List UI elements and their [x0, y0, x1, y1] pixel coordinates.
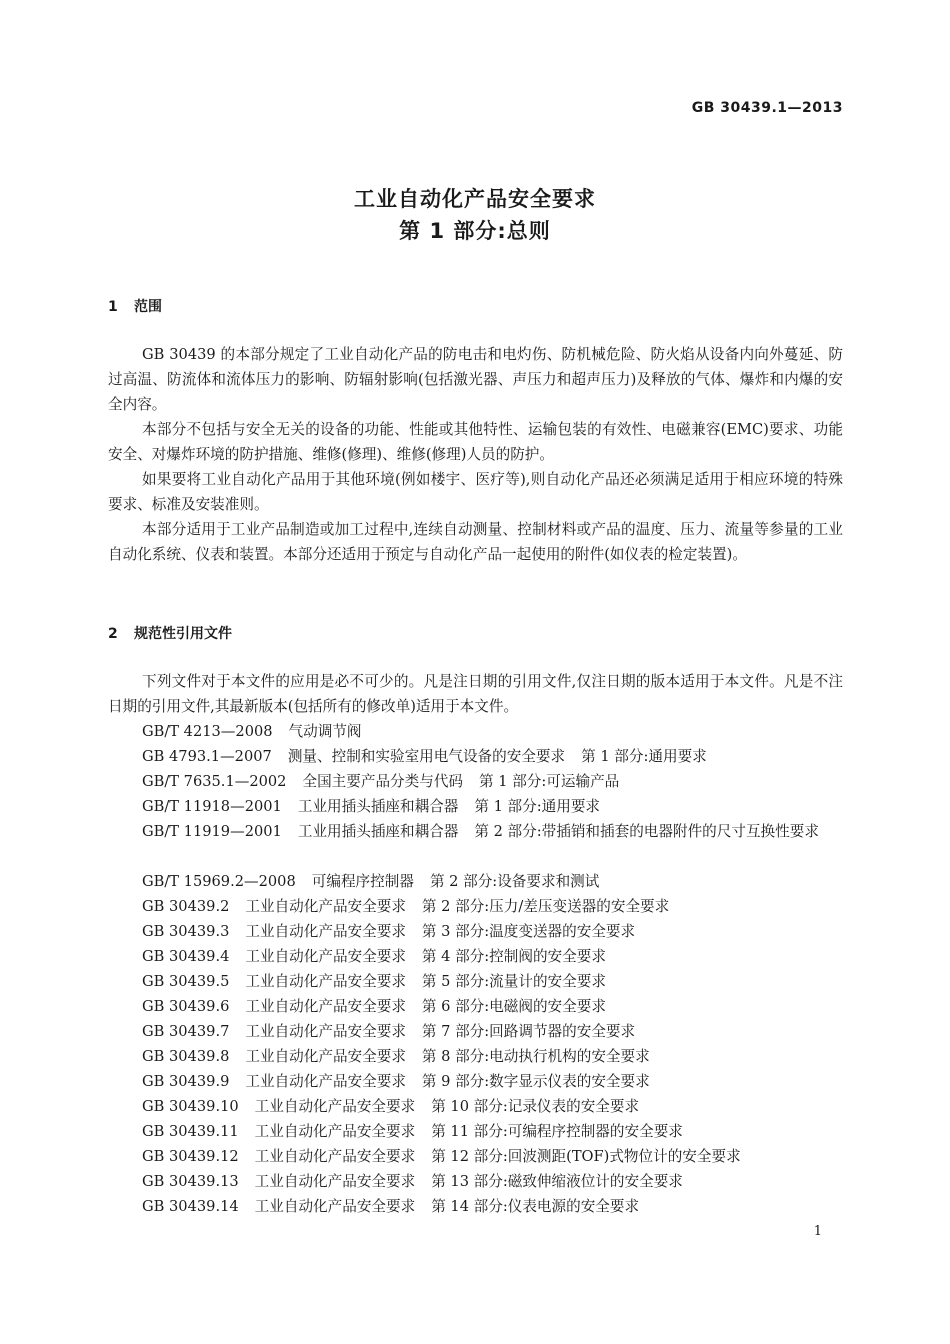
reference-code: GB/T 15969.2—2008 [142, 873, 296, 890]
reference-code: GB 4793.1—2007 [142, 748, 272, 765]
reference-item [108, 1144, 843, 1169]
reference-item [108, 869, 843, 894]
reference-part: 第 2 部分:带插销和插套的电器附件的尺寸互换性要求 [474, 823, 819, 840]
section-number: 2 [108, 626, 118, 642]
reference-code: GB 30439.6 [142, 998, 230, 1015]
reference-title: 工业自动化产品安全要求 [245, 898, 406, 915]
document-subtitle: 第 1 部分:总则 [399, 219, 551, 243]
reference-title: 工业自动化产品安全要求 [254, 1098, 416, 1115]
reference-code: GB 30439.11 [142, 1123, 239, 1140]
reference-part: 第 9 部分:数字显示仪表的安全要求 [421, 1073, 650, 1090]
reference-title: 可编程序控制器 [311, 873, 414, 890]
reference-item [108, 1044, 843, 1069]
reference-title: 工业自动化产品安全要求 [245, 973, 406, 990]
reference-code: GB/T 11919—2001 [142, 823, 282, 840]
reference-item [108, 1094, 843, 1119]
document-title: 工业自动化产品安全要求 [354, 187, 596, 211]
reference-code: GB 30439.7 [142, 1023, 230, 1040]
reference-code: GB 30439.2 [142, 898, 230, 915]
reference-item [108, 919, 843, 944]
reference-part: 第 12 部分:回波测距(TOF)式物位计的安全要求 [431, 1148, 741, 1165]
reference-code: GB/T 7635.1—2002 [142, 773, 287, 790]
reference-code: GB 30439.5 [142, 973, 230, 990]
reference-part: 第 6 部分:电磁阀的安全要求 [421, 998, 606, 1015]
reference-part: 第 1 部分:通用要求 [581, 748, 707, 765]
reference-item [108, 819, 843, 844]
reference-title: 全国主要产品分类与代码 [302, 773, 464, 790]
reference-code: GB 30439.4 [142, 948, 230, 965]
reference-item [108, 1019, 843, 1044]
reference-part: 第 10 部分:记录仪表的安全要求 [431, 1098, 640, 1115]
reference-code: GB 30439.9 [142, 1073, 230, 1090]
reference-code: GB 30439.12 [142, 1148, 239, 1165]
reference-part: 第 13 部分:磁致伸缩液位计的安全要求 [431, 1173, 683, 1190]
reference-code: GB 30439.14 [142, 1198, 239, 1215]
reference-item [108, 769, 843, 794]
reference-title: 工业自动化产品安全要求 [254, 1123, 416, 1140]
reference-code: GB 30439.8 [142, 1048, 230, 1065]
reference-part: 第 1 部分:可运输产品 [479, 773, 620, 790]
reference-title: 工业自动化产品安全要求 [254, 1173, 416, 1190]
section-heading-scope [108, 296, 162, 316]
reference-code: GB/T 4213—2008 [142, 723, 273, 740]
reference-title: 工业自动化产品安全要求 [245, 1048, 406, 1065]
reference-code: GB 30439.3 [142, 923, 230, 940]
reference-item [108, 994, 843, 1019]
section-number: 1 [108, 299, 118, 315]
reference-title: 工业自动化产品安全要求 [245, 1023, 406, 1040]
reference-code: GB 30439.13 [142, 1173, 239, 1190]
reference-part: 第 8 部分:电动执行机构的安全要求 [421, 1048, 650, 1065]
section-title: 范围 [134, 299, 162, 315]
reference-item [108, 1069, 843, 1094]
reference-title: 工业自动化产品安全要求 [245, 948, 406, 965]
scope-paragraph: GB 30439 的本部分规定了工业自动化产品的防电击和电灼伤、防机械危险、防火焰从设备内向外蔓延、防过高温、防流体和流体压力的影响、防辐射影响(包括激光器、声压力和超声压力)及释放的气体、爆炸和内爆的安全内容。 [108, 346, 843, 413]
reference-title: 工业自动化产品安全要求 [254, 1198, 416, 1215]
reference-title: 气动调节阀 [288, 723, 362, 740]
standard-code: GB 30439.1—2013 [691, 100, 843, 116]
reference-part: 第 14 部分:仪表电源的安全要求 [431, 1198, 640, 1215]
reference-part: 第 11 部分:可编程序控制器的安全要求 [431, 1123, 683, 1140]
reference-item [108, 794, 843, 819]
reference-item [108, 719, 843, 744]
reference-part: 第 7 部分:回路调节器的安全要求 [421, 1023, 636, 1040]
reference-code: GB 30439.10 [142, 1098, 239, 1115]
reference-item [108, 969, 843, 994]
reference-part: 第 1 部分:通用要求 [474, 798, 601, 815]
reference-part: 第 2 部分:压力/差压变送器的安全要求 [421, 898, 670, 915]
reference-title: 工业用插头插座和耦合器 [297, 823, 459, 840]
scope-paragraph: 本部分适用于工业产品制造或加工过程中,连续自动测量、控制材料或产品的温度、压力、流量等参量的工业自动化系统、仪表和装置。本部分还适用于预定与自动化产品一起使用的附件(如仪表的检定装置)。 [108, 521, 843, 563]
reference-item [108, 894, 843, 919]
reference-title: 工业自动化产品安全要求 [245, 923, 406, 940]
references-intro: 下列文件对于本文件的应用是必不可少的。凡是注日期的引用文件,仅注日期的版本适用于本文件。凡是不注日期的引用文件,其最新版本(包括所有的修改单)适用于本文件。 [108, 673, 843, 715]
reference-item [108, 744, 843, 769]
reference-title: 工业用插头插座和耦合器 [297, 798, 459, 815]
reference-item [108, 1119, 843, 1144]
section-title: 规范性引用文件 [134, 626, 232, 642]
reference-title: 测量、控制和实验室用电气设备的安全要求 [287, 748, 566, 765]
reference-title: 工业自动化产品安全要求 [254, 1148, 416, 1165]
section-heading-normative-references [108, 623, 232, 643]
reference-item [108, 1194, 843, 1219]
reference-title: 工业自动化产品安全要求 [245, 998, 406, 1015]
scope-paragraph: 本部分不包括与安全无关的设备的功能、性能或其他特性、运输包装的有效性、电磁兼容(EMC)要求、功能安全、对爆炸环境的防护措施、维修(修理)、维修(修理)人员的防护。 [108, 421, 843, 463]
reference-part: 第 4 部分:控制阀的安全要求 [421, 948, 606, 965]
reference-part: 第 2 部分:设备要求和测试 [429, 873, 600, 890]
reference-code: GB/T 11918—2001 [142, 798, 282, 815]
reference-item [108, 1169, 843, 1194]
reference-item [108, 944, 843, 969]
scope-paragraph: 如果要将工业自动化产品用于其他环境(例如楼宇、医疗等),则自动化产品还必须满足适用于相应环境的特殊要求、标准及安装准则。 [108, 471, 843, 513]
reference-part: 第 5 部分:流量计的安全要求 [421, 973, 606, 990]
reference-part: 第 3 部分:温度变送器的安全要求 [421, 923, 636, 940]
page-number: 1 [813, 1224, 822, 1239]
reference-title: 工业自动化产品安全要求 [245, 1073, 406, 1090]
